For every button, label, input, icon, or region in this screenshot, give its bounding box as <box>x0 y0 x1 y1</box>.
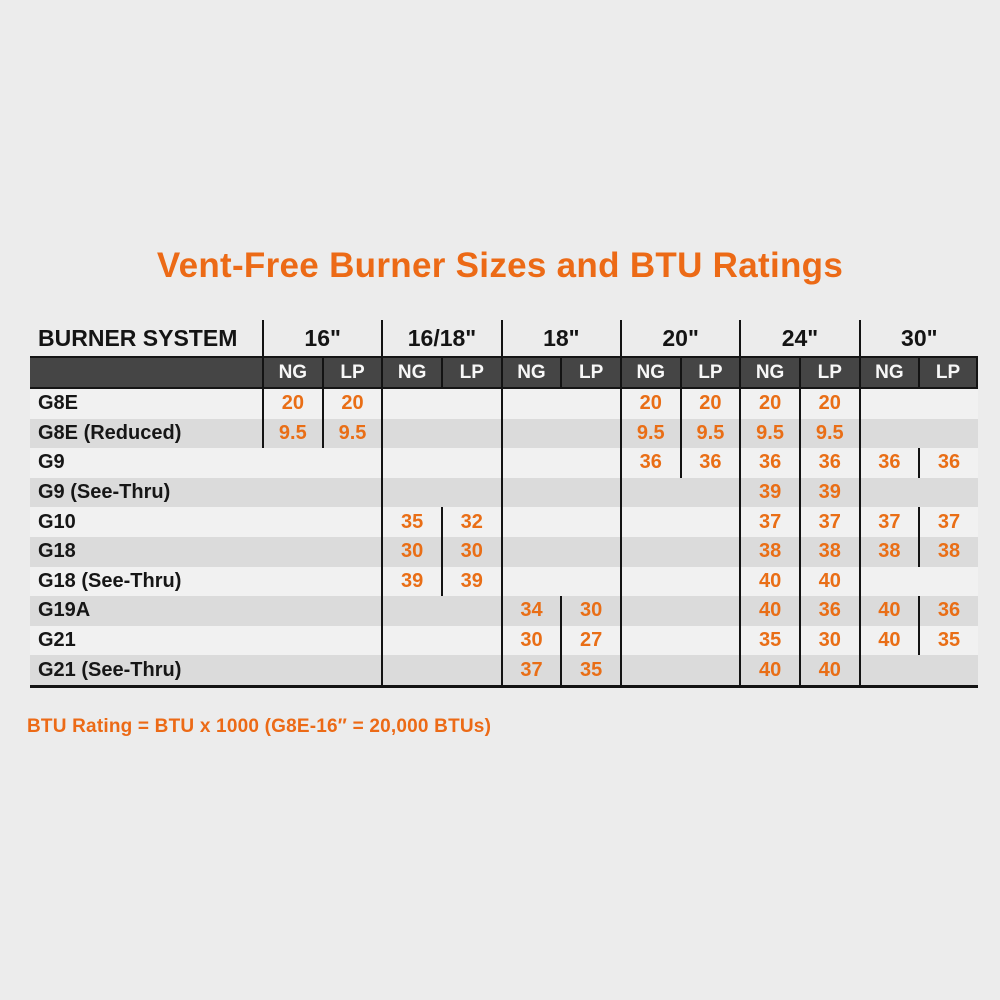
btu-value-cell <box>381 448 441 478</box>
btu-value-cell: 20 <box>680 389 740 419</box>
btu-value-cell: 40 <box>739 567 799 597</box>
btu-value-cell <box>322 567 382 597</box>
btu-value-cell: 37 <box>739 507 799 537</box>
size-header-16: 16" <box>262 320 381 356</box>
btu-value-cell: 40 <box>739 596 799 626</box>
btu-value-cell <box>560 419 620 449</box>
btu-value-cell <box>322 507 382 537</box>
btu-value-cell: 40 <box>799 655 859 685</box>
btu-value-cell: 36 <box>918 596 978 626</box>
btu-value-cell <box>918 389 978 419</box>
btu-value-cell <box>501 389 561 419</box>
burner-system-cell: G8E <box>38 392 79 415</box>
btu-value-cell: 36 <box>680 448 740 478</box>
fuel-header-lp: LP <box>322 358 382 387</box>
burner-system-cell: G18 <box>38 540 76 563</box>
btu-value-cell: 32 <box>441 507 501 537</box>
btu-value-cell: 36 <box>859 448 919 478</box>
fuel-header-ng: NG <box>381 358 441 387</box>
btu-value-cell <box>918 478 978 508</box>
fuel-header-lp: LP <box>799 358 859 387</box>
btu-value-cell: 20 <box>620 389 680 419</box>
btu-value-cell: 27 <box>560 626 620 656</box>
btu-value-cell <box>560 478 620 508</box>
btu-value-cell: 38 <box>739 537 799 567</box>
btu-value-cell: 40 <box>859 596 919 626</box>
btu-value-cell <box>859 389 919 419</box>
btu-value-cell <box>262 626 322 656</box>
burner-system-cell: G21 <box>38 629 76 652</box>
btu-value-cell <box>859 655 919 685</box>
size-header-16-18: 16/18" <box>381 320 500 356</box>
table-row <box>30 389 978 419</box>
btu-value-cell: 38 <box>918 537 978 567</box>
btu-value-cell: 20 <box>322 389 382 419</box>
btu-value-cell <box>322 655 382 685</box>
btu-value-cell <box>680 478 740 508</box>
btu-value-cell <box>918 419 978 449</box>
btu-value-cell <box>859 419 919 449</box>
btu-value-cell: 20 <box>262 389 322 419</box>
btu-value-cell: 37 <box>859 507 919 537</box>
btu-value-cell: 37 <box>799 507 859 537</box>
btu-value-cell: 9.5 <box>680 419 740 449</box>
btu-value-cell <box>620 537 680 567</box>
table-row <box>30 419 978 449</box>
btu-value-cell: 30 <box>441 537 501 567</box>
btu-value-cell <box>441 419 501 449</box>
btu-value-cell: 30 <box>501 626 561 656</box>
table-row <box>30 655 978 685</box>
btu-ratings-table <box>30 320 978 688</box>
page-title: Vent-Free Burner Sizes and BTU Ratings <box>156 246 844 285</box>
btu-value-cell <box>381 655 441 685</box>
btu-value-cell: 39 <box>739 478 799 508</box>
btu-value-cell <box>680 655 740 685</box>
btu-value-cell <box>680 596 740 626</box>
btu-value-cell: 30 <box>381 537 441 567</box>
btu-value-cell <box>262 567 322 597</box>
btu-value-cell <box>560 567 620 597</box>
btu-value-cell <box>680 537 740 567</box>
btu-value-cell <box>918 567 978 597</box>
btu-value-cell <box>680 507 740 537</box>
btu-value-cell: 36 <box>620 448 680 478</box>
btu-value-cell: 40 <box>739 655 799 685</box>
btu-value-cell: 35 <box>739 626 799 656</box>
btu-value-cell: 39 <box>381 567 441 597</box>
btu-value-cell: 9.5 <box>739 419 799 449</box>
btu-value-cell <box>859 478 919 508</box>
btu-value-cell <box>262 537 322 567</box>
fuel-header-ng: NG <box>739 358 799 387</box>
btu-value-cell: 35 <box>381 507 441 537</box>
btu-value-cell: 36 <box>799 596 859 626</box>
btu-value-cell <box>381 478 441 508</box>
btu-value-cell <box>859 567 919 597</box>
table-row <box>30 448 978 478</box>
burner-system-cell: G9 <box>38 451 65 474</box>
btu-value-cell: 9.5 <box>322 419 382 449</box>
burner-system-cell: G19A <box>38 599 91 622</box>
table-row <box>30 537 978 567</box>
btu-value-cell <box>501 478 561 508</box>
fuel-header-lp: LP <box>441 358 501 387</box>
btu-value-cell <box>501 537 561 567</box>
btu-value-cell <box>918 655 978 685</box>
btu-value-cell: 40 <box>799 567 859 597</box>
btu-value-cell <box>381 419 441 449</box>
btu-value-cell: 36 <box>918 448 978 478</box>
btu-value-cell <box>441 478 501 508</box>
btu-value-cell <box>620 567 680 597</box>
btu-value-cell <box>441 389 501 419</box>
btu-value-cell: 37 <box>918 507 978 537</box>
btu-value-cell <box>381 389 441 419</box>
btu-value-cell <box>322 596 382 626</box>
burner-system-cell: G18 (See-Thru) <box>38 569 182 592</box>
fuel-header-lp: LP <box>918 358 978 387</box>
burner-system-header: BURNER SYSTEM <box>38 324 238 351</box>
size-header-row <box>30 320 978 356</box>
btu-value-cell <box>262 596 322 626</box>
btu-value-cell: 39 <box>799 478 859 508</box>
btu-value-cell <box>501 567 561 597</box>
table-row <box>30 478 978 508</box>
fuel-header-ng: NG <box>501 358 561 387</box>
btu-value-cell <box>441 626 501 656</box>
size-header-24: 24" <box>739 320 858 356</box>
size-header-30: 30" <box>859 320 978 356</box>
btu-value-cell: 9.5 <box>799 419 859 449</box>
table-row <box>30 567 978 597</box>
btu-value-cell <box>501 419 561 449</box>
btu-value-cell: 39 <box>441 567 501 597</box>
btu-value-cell <box>501 448 561 478</box>
table-bottom-border <box>30 685 978 688</box>
table-row <box>30 507 978 537</box>
fuel-header-ng: NG <box>859 358 919 387</box>
btu-value-cell: 37 <box>501 655 561 685</box>
btu-value-cell <box>680 626 740 656</box>
btu-value-cell <box>560 389 620 419</box>
btu-value-cell: 20 <box>799 389 859 419</box>
btu-value-cell <box>560 537 620 567</box>
btu-value-cell: 35 <box>918 626 978 656</box>
table-row <box>30 626 978 656</box>
size-header-18: 18" <box>501 320 620 356</box>
btu-value-cell <box>441 448 501 478</box>
btu-value-cell: 34 <box>501 596 561 626</box>
burner-system-cell: G9 (See-Thru) <box>38 481 171 504</box>
btu-value-cell <box>262 655 322 685</box>
btu-value-cell <box>381 596 441 626</box>
btu-value-cell <box>322 537 382 567</box>
btu-value-cell <box>680 567 740 597</box>
size-header-20: 20" <box>620 320 739 356</box>
btu-value-cell: 20 <box>739 389 799 419</box>
burner-system-cell: G21 (See-Thru) <box>38 658 182 681</box>
btu-value-cell <box>620 596 680 626</box>
btu-value-cell <box>620 655 680 685</box>
btu-value-cell: 30 <box>799 626 859 656</box>
btu-value-cell <box>501 507 561 537</box>
btu-value-cell <box>620 626 680 656</box>
fuel-header-ng: NG <box>262 358 322 387</box>
btu-value-cell <box>441 655 501 685</box>
btu-value-cell: 9.5 <box>262 419 322 449</box>
btu-value-cell <box>560 448 620 478</box>
table-body <box>30 389 978 685</box>
btu-value-cell: 40 <box>859 626 919 656</box>
fuel-header-spacer <box>30 358 262 387</box>
btu-value-cell <box>322 478 382 508</box>
btu-value-cell: 38 <box>799 537 859 567</box>
btu-value-cell <box>322 448 382 478</box>
btu-value-cell <box>620 507 680 537</box>
fuel-header-ng: NG <box>620 358 680 387</box>
fuel-header-row <box>30 356 978 389</box>
btu-value-cell <box>620 478 680 508</box>
btu-value-cell <box>381 626 441 656</box>
btu-value-cell: 35 <box>560 655 620 685</box>
table-row <box>30 596 978 626</box>
btu-value-cell: 36 <box>739 448 799 478</box>
btu-rating-footnote: BTU Rating = BTU x 1000 (G8E-16″ = 20,000 BTUs) <box>27 716 492 737</box>
btu-value-cell <box>441 596 501 626</box>
btu-value-cell <box>262 507 322 537</box>
btu-value-cell <box>262 448 322 478</box>
btu-value-cell: 38 <box>859 537 919 567</box>
burner-system-cell: G10 <box>38 510 76 533</box>
btu-value-cell: 36 <box>799 448 859 478</box>
fuel-header-lp: LP <box>680 358 740 387</box>
btu-value-cell <box>560 507 620 537</box>
btu-value-cell: 30 <box>560 596 620 626</box>
burner-system-cell: G8E (Reduced) <box>38 421 182 444</box>
btu-value-cell: 9.5 <box>620 419 680 449</box>
fuel-header-lp: LP <box>560 358 620 387</box>
btu-value-cell <box>262 478 322 508</box>
btu-value-cell <box>322 626 382 656</box>
